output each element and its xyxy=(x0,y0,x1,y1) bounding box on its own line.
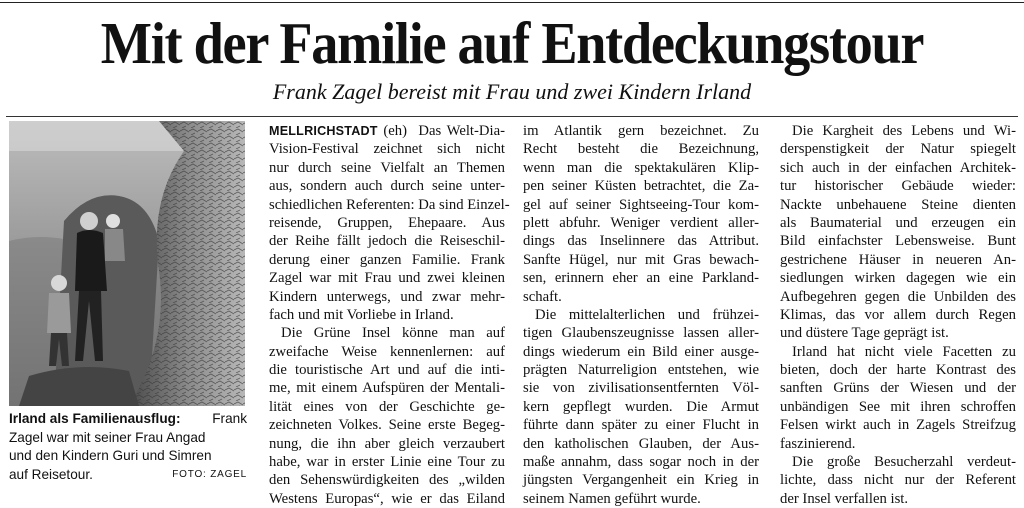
article-text-line: Bild einfachster Lebensweise. Bunt xyxy=(780,233,1016,250)
dateline: MELLRICHSTADT xyxy=(269,124,378,138)
article-text-line: gel auf seiner Sightseeing-Tour kom- xyxy=(523,196,759,213)
article-column-1 xyxy=(269,122,510,508)
article-text-line: nur durch seine Vielfalt an Themen xyxy=(269,159,505,176)
article-text-line: zweifache Weise kennenlernen: auf xyxy=(269,343,505,360)
caption-line: und den Kindern Guri und Simren xyxy=(9,448,212,463)
family-cliff-photo xyxy=(9,121,245,406)
article-photo xyxy=(9,121,245,406)
article-text-line: Die Kargheit des Lebens und Wi- xyxy=(792,123,1016,139)
article-text-line: den Sehenswürdigkeiten des „wilden xyxy=(269,472,505,489)
article-text-line: derung einer ganzen Familie. Frank xyxy=(269,251,505,268)
photo-caption xyxy=(9,410,247,484)
article-text-line: sich auch in der einfachen Architek- xyxy=(780,159,1016,176)
article-text-line: dings das Inselinnere das Attribut. xyxy=(523,233,759,250)
caption-line: auf Reisetour. xyxy=(9,466,93,482)
article-text-line: schaft. xyxy=(523,288,562,305)
article-text-line: tigen Glaubenszeugnisse lassen aller- xyxy=(523,325,759,342)
article-text-line: plett abfuhr. Weniger verdient aller- xyxy=(523,214,759,231)
article-text-line: dings wiederum ein Bild einer ausge- xyxy=(523,343,759,360)
article-text-line: Kindern unterwegs, und zwar mehr- xyxy=(269,288,505,305)
article-text-line: me, mit einem Aufspüren der Mentali- xyxy=(269,380,505,397)
article-text-line: als Baumaterial und erzeugen ein xyxy=(780,214,1016,231)
article-text-line: Die große Besucherzahl verdeut- xyxy=(792,454,1016,471)
article-text-line: gestrichene Häuser in neueren An- xyxy=(780,251,1016,268)
article-text-line: nung, die ihn aber gleich verzaubert xyxy=(269,435,505,452)
article-text-line: schiedlichen Referenten: Da sind Einzel- xyxy=(269,196,510,213)
photo-credit: FOTO: ZAGEL xyxy=(172,468,247,480)
article-text-line: und düstere Tage geprägt ist. xyxy=(780,325,949,342)
article-column-3 xyxy=(780,122,1016,508)
article-text-line: tur historischer Gebäude wieder: xyxy=(780,178,1016,195)
article-text-line: sen, erinnern eher an eine Parkland- xyxy=(523,270,759,287)
header-rule xyxy=(6,116,1018,117)
article-text-line: im Atlantik gern bezeichnet. Zu xyxy=(523,123,759,139)
article-text-line: zeichneten Volkes. Seine erste Begeg- xyxy=(269,417,505,434)
article-text-line: seinem Namen geführt wurde. xyxy=(523,490,701,507)
article-text-line: Aufbegehren gegen die Unbilden des xyxy=(780,288,1016,305)
article-column-2 xyxy=(523,122,759,508)
article-text-line: fach und mit Vorliebe in Irland. xyxy=(269,306,454,323)
caption-lead-tail: Frank xyxy=(212,411,247,426)
article-text-line: Die Grüne Insel könne man auf xyxy=(281,325,505,342)
article-text-line: Westens Europas“, wie er das Eiland xyxy=(269,490,505,507)
article-text-line: pen seiner Küsten betrachtet, die Za- xyxy=(523,178,759,195)
article-text-line: sie von zivilisationsentfernten Völ- xyxy=(523,380,759,397)
article-text-line: reisende, Gruppen, Ehepaare. Aus xyxy=(269,214,505,231)
article-text-line: bieten, doch der harte Kontrast des xyxy=(780,362,1016,379)
article-text-line: unbändigen See mit ihren schroffen xyxy=(780,398,1016,415)
article-text-line: Vision-Festival zeichnet sich nicht xyxy=(269,141,505,158)
article-text-line: lität eines von der Geschichte ge- xyxy=(269,398,505,415)
article-text-line: führte dann später zu einer Flucht in xyxy=(523,417,759,434)
top-rule xyxy=(0,2,1024,3)
article-text-line: habe, war in erster Linie eine Tour zu xyxy=(269,454,505,471)
article-text-line: Sanfte Hügel, nur mit Gras bewach- xyxy=(523,251,759,268)
caption-line: Zagel war mit seiner Frau Angad xyxy=(9,429,206,445)
article-text-line xyxy=(269,122,505,140)
article-text-fragment: (eh) Das Welt-Dia- xyxy=(377,123,505,139)
article-text-line: Die mittelalterlichen und frühzei- xyxy=(535,306,759,323)
headline: Mit der Familie auf Entdeckungstour xyxy=(100,10,924,76)
article-text-line: den katholischen Glauben, der Aus- xyxy=(523,435,759,452)
article-text-line: derspenstigkeit der Natur spiegelt xyxy=(780,141,1016,158)
article-text-line: aus, sondern auch durch seine unter- xyxy=(269,178,505,195)
article-text-line: wenn man die spektakulären Klip- xyxy=(523,159,759,176)
article-text-line: sanften Grüns der Wiesen und der xyxy=(780,380,1016,397)
subheadline: Frank Zagel bereist mit Frau und zwei Kindern Irland xyxy=(272,79,752,104)
article-text-line: jüngsten Vergangenheit ein Krieg in xyxy=(523,472,759,489)
article-text-line: prägten Naturreligion entstehen, wie xyxy=(523,362,759,379)
article-text-line: Irland hat nicht viele Facetten zu xyxy=(792,343,1016,360)
caption-lead: Irland als Familienausflug: xyxy=(9,411,181,426)
article-text-line: Felsen wirkt auch in Zagels Streifzug xyxy=(780,417,1016,434)
article-text-line: lichte, dass nicht nur der Referent xyxy=(780,472,1016,489)
article-text-line: Nackte unbehauene Steine dienten xyxy=(780,196,1016,213)
article-text-line: die touristische Art und auf die inti- xyxy=(269,362,505,379)
article-text-line: Zagel war mit Frau und zwei kleinen xyxy=(269,270,505,287)
article-text-line: kern gepflegt wurden. Die Armut xyxy=(523,398,759,415)
article-text-line: faszinierend. xyxy=(780,435,856,452)
article-text-line: maße annahm, dass sogar noch in der xyxy=(523,454,759,471)
article-text-line: der Reihe fällt jedoch die Reiseschil- xyxy=(269,233,505,250)
article-text-line: siedlungen wirken dagegen wie ein xyxy=(780,270,1016,287)
article-text-line: Recht besteht die Bezeichnung, xyxy=(523,141,759,158)
article-text-line: der Insel verfallen ist. xyxy=(780,490,909,507)
article-text-line: Klimas, das vor allem durch Regen xyxy=(780,306,1016,323)
